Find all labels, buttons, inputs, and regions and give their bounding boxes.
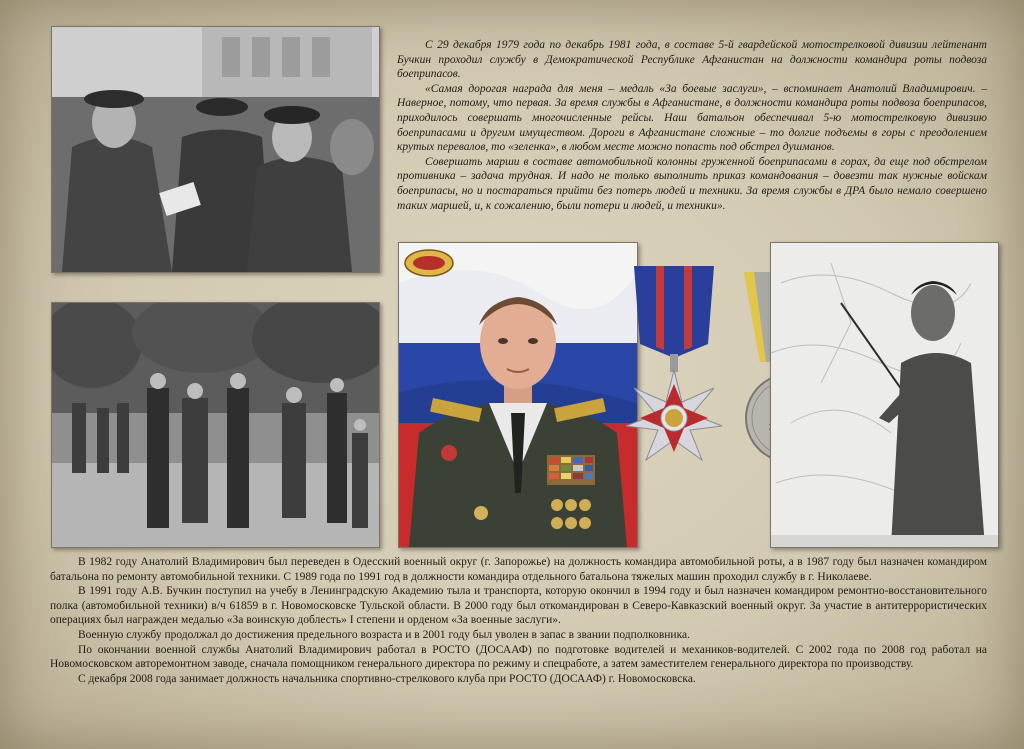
photo-portrait-officer-image — [399, 243, 637, 547]
article-paragraph: С 29 декабря 1979 года по декабрь 1981 года, в составе 5-й гвардейской мотострелковой дивизии лейтенант Бучкин проходил службу в Демократической Республике Афганистан на должности командира роты подвоза боеприпасов. — [397, 39, 987, 81]
photo-officers-handshake — [51, 26, 380, 273]
photo-outdoor-gathering — [51, 302, 380, 548]
photo-officer-at-map-image — [771, 243, 998, 547]
article-paragraph: «Самая дорогая награда для меня – медаль «За боевые заслуги», – вспоминает Анатолий Владимирович. – Наверное, потому, что первая. За время службы в Афганистане, в должности командира роты подвоза боеприпасов, приходилось совершать многочисленные рейсы. Наш батальон обеспечивал 5-ю мотострелковую дивизию боеприпасами и другим имуществом. Дороги в Афганистане сложные – то долгие подъемы в горы с преодолением крутых перевалов, то «зеленка», в любом месте можно попасть под обстрел душманов. — [397, 82, 987, 154]
article-text-bottom — [50, 555, 987, 686]
article-paragraph: Совершать марши в составе автомобильной колонны груженной боеприпасами в горах, да еще под обстрелом противника – задача трудная. И надо не только выполнить приказ командования – довезти так нужные войскам боеприпасы, но и постараться прийти без потерь людей и техники. За время службы в ДРА было немало совершено таких маршей, и, к сожалению, были потери и людей, и техники». — [397, 155, 987, 212]
article-paragraph: В 1982 году Анатолий Владимирович был переведен в Одесский военный округ (г. Запорожье) на должность командира автомобильной роты, а в 1987 году был назначен командиром батальона по ремонту автомобильной техники. С 1989 года по 1991 год в должности командира отдельного батальона тяжелых машин проходил службу в г. Николаеве. — [50, 556, 987, 583]
photo-outdoor-gathering-image — [52, 303, 379, 547]
article-text-top — [397, 38, 987, 213]
article-paragraph: Военную службу продолжал до достижения предельного возраста и в 2001 году был уволен в запас в звании подполковника. — [78, 628, 690, 641]
article-paragraph: С декабря 2008 года занимает должность начальника спортивно-стрелкового клуба при РОСТО (ДОСААФ) г. Новомосковска. — [78, 672, 696, 685]
photo-portrait-officer — [398, 242, 638, 548]
photo-officer-at-map — [770, 242, 999, 548]
order-military-merit-image — [620, 266, 728, 476]
article-paragraph: В 1991 году А.В. Бучкин поступил на учебу в Ленинградскую Академию тыла и транспорта, которую окончил в 1994 году и был назначен командиром ремонтно-восстановительного полка (автомобильной техники) в/ч 61859 в г. Новомосковске Тульской области. В 2000 году был откомандирован в Северо-Кавказский военный округ. За участие в антитеррористических операциях был награжден медалью «За воинскую доблесть» I степени и орденом «За военные заслуги». — [50, 585, 987, 627]
photo-officers-handshake-image — [52, 27, 379, 272]
article-paragraph: По окончании военной службы Анатолий Владимирович работал в РОСТО (ДОСААФ) по подготовке водителей и механиков-водителей. С 2002 года по 2008 год работал на Новомосковском авторемонтном заводе, сначала помощником генерального директора по режиму и спецработе, а затем заместителем генерального директора по производству. — [50, 643, 987, 671]
order-military-merit-icon — [620, 266, 728, 476]
